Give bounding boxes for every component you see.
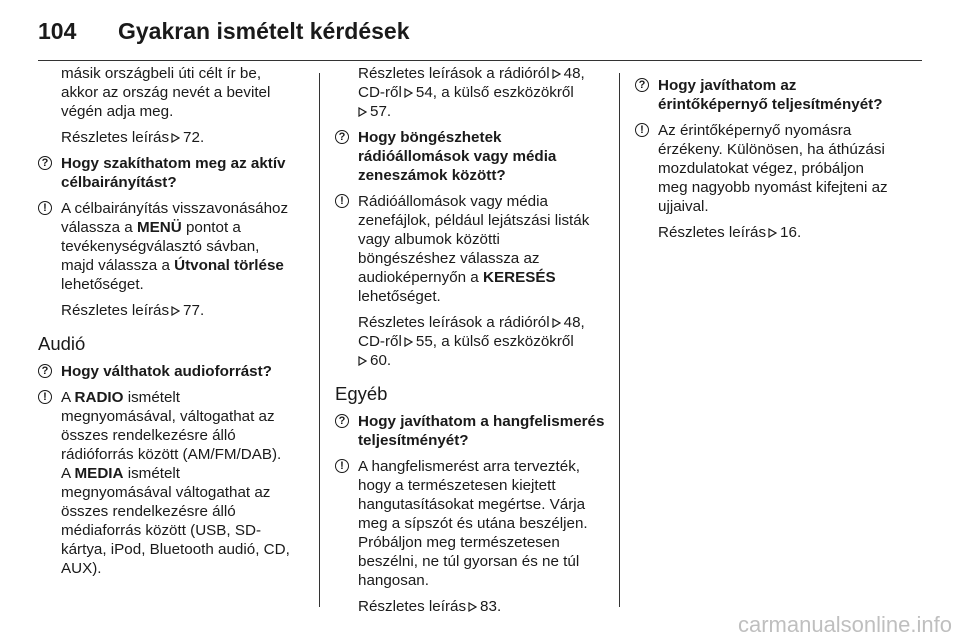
page-reference-arrow-icon: [358, 103, 367, 113]
reference-line: Részletes leírások a rádióról 48,: [358, 314, 585, 331]
reference-line: CD-ről 54, a külső eszközökről: [358, 84, 574, 101]
page-reference-arrow-icon: [171, 302, 180, 312]
question-block: ? Hogy javíthatom a hangfelismerés teljesítményét?: [335, 412, 611, 450]
question-block: ? Hogy böngészhetek rádióállomások vagy média zeneszámok között?: [335, 128, 611, 185]
question-icon: ?: [335, 130, 349, 144]
column-2: [335, 64, 611, 616]
question-icon: ?: [38, 156, 52, 170]
answer-block: ! A hangfelismerést arra tervezték, hogy a természetesen kiejtett hangutasításokat megértse. Várja meg a sípszót és utána beszéljen. Próbáljon meg természetesen beszélni, ne túl gyorsan és ne túl hangosan.: [335, 457, 611, 590]
page-reference-arrow-icon: [171, 129, 180, 139]
answer-block: ! A célbairányítás visszavonásához válassza a MENÜ pontot a tevékenységválasztó sávban, majd válassza a Útvonal törlése lehetőséget.: [38, 199, 310, 294]
page-reference-arrow-icon: [358, 352, 367, 362]
column-1: [38, 64, 310, 578]
question-block: ? Hogy szakíthatom meg az aktív célbairányítást?: [38, 154, 310, 192]
answer-icon: !: [38, 390, 52, 404]
section-heading-audio: Audió: [38, 333, 86, 354]
question-icon: ?: [635, 78, 649, 92]
page-reference-arrow-icon: [552, 65, 561, 75]
answer-icon: !: [335, 459, 349, 473]
answer-block: ! Rádióállomások vagy média zenefájlok, például lejátszási listák vagy albumok közötti böngészéshez válassza az audioképernyőn a KERESÉS lehetőséget.: [335, 192, 611, 306]
question-icon: ?: [335, 414, 349, 428]
answer-block: ! A RADIO ismételt megnyomásával, váltogathat az összes rendelkezésre álló rádióforrás között (AM/FM/DAB). A MEDIA ismételt megnyomásával váltogathat az összes rendelkezésre álló médiaforrás között (USB, SD- kártya, iPod, Bluetooth audió, CD, AUX).: [38, 388, 310, 578]
column-3: [635, 64, 920, 242]
answer-block: ! Az érintőképernyő nyomásra érzékeny. Különösen, ha áthúzási mozdulatokat végez, próbáljon meg nagyobb nyomást kifejteni az ujjaival.: [635, 121, 920, 216]
text-line: másik országbeli úti célt ír be,: [61, 65, 262, 82]
watermark: carmanualsonline.info: [737, 612, 952, 637]
page-title: Gyakran ismételt kérdések: [118, 18, 410, 44]
reference-line: Részletes leírás 77.: [61, 302, 205, 319]
reference-line: Részletes leírások a rádióról 48,: [358, 65, 585, 82]
reference-line: Részletes leírás 16.: [658, 224, 802, 241]
reference-line: CD-ről 55, a külső eszközökről: [358, 333, 574, 350]
question-icon: ?: [38, 364, 52, 378]
text-line: akkor az ország nevét a bevitel: [61, 84, 271, 101]
question-block: ? Hogy javíthatom az érintőképernyő teljesítményét?: [635, 76, 920, 114]
reference-line: 57.: [335, 102, 611, 121]
header-divider: [38, 60, 922, 61]
page-reference-arrow-icon: [468, 598, 477, 608]
column-divider-2: [619, 73, 620, 607]
page-number: 104: [38, 18, 77, 44]
section-heading-other: Egyéb: [335, 383, 388, 404]
question-block: ? Hogy válthatok audioforrást?: [38, 362, 310, 381]
text-line: végén adja meg.: [61, 103, 174, 120]
reference-line: Részletes leírás 72.: [61, 129, 205, 146]
answer-icon: !: [38, 201, 52, 215]
column-divider-1: [319, 73, 320, 607]
page-reference-arrow-icon: [404, 84, 413, 94]
answer-icon: !: [635, 123, 649, 137]
reference-line: Részletes leírás 83.: [358, 598, 502, 615]
page-header: [38, 18, 922, 58]
answer-icon: !: [335, 194, 349, 208]
page-reference-arrow-icon: [768, 224, 777, 234]
page-reference-arrow-icon: [552, 314, 561, 324]
reference-line: 60.: [335, 351, 611, 370]
page-reference-arrow-icon: [404, 333, 413, 343]
